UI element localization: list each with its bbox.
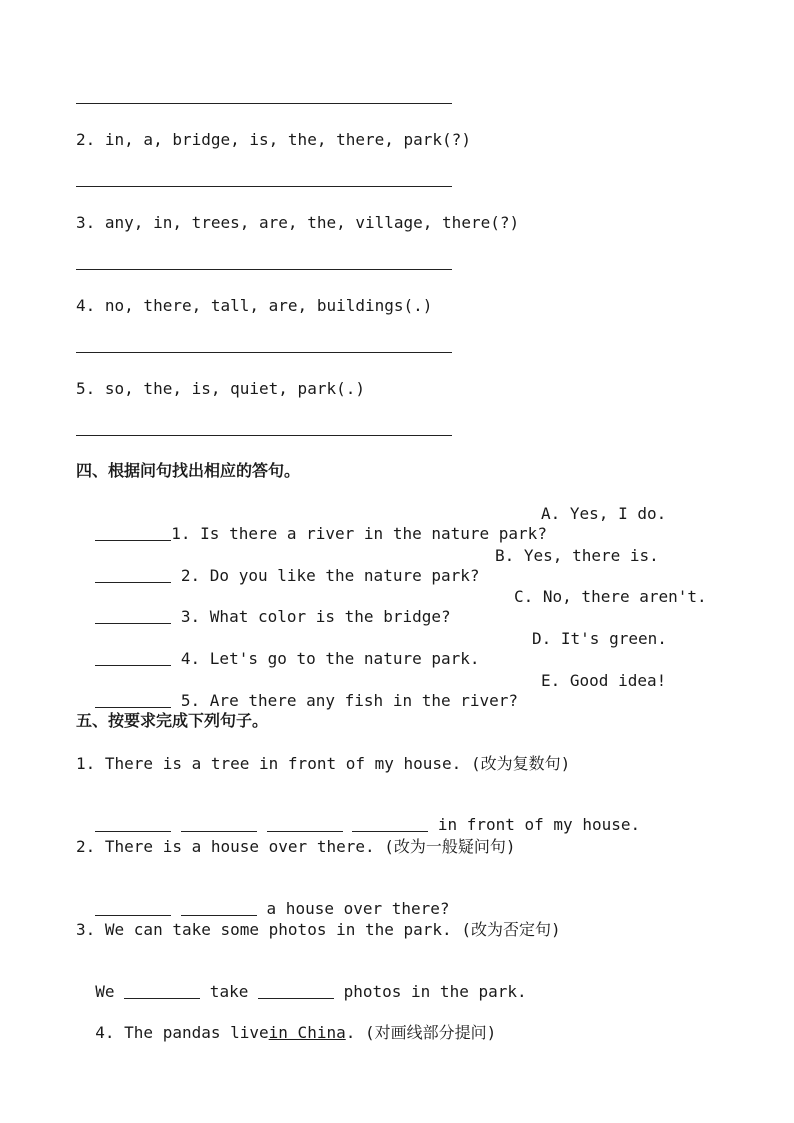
matching-row — [76, 587, 451, 627]
matching-row — [76, 671, 518, 711]
answer-option: E. Good idea! — [541, 671, 667, 690]
question-item — [76, 1003, 496, 1043]
answer-option: D. It's green. — [532, 629, 667, 648]
question-item: 3. We can take some photos in the park. (改为否定句) — [76, 920, 561, 939]
question-text: 1. Is there a river in the nature park? — [171, 524, 547, 543]
answer-blank[interactable] — [352, 815, 428, 832]
answer-option: C. No, there aren't. — [514, 587, 707, 606]
matching-row — [76, 629, 480, 669]
answer-blank[interactable] — [95, 815, 171, 832]
answer-blank[interactable] — [258, 982, 334, 999]
question-item: 3. any, in, trees, are, the, village, there(?) — [76, 213, 520, 232]
question-item: 2. There is a house over there. (改为一般疑问句) — [76, 837, 516, 856]
answer-text: take — [200, 982, 258, 1001]
underlined-phrase: in China — [268, 1023, 346, 1042]
answer-line[interactable] — [76, 103, 452, 104]
answer-row — [76, 879, 450, 919]
matching-row — [76, 546, 480, 586]
answer-text: a house over there? — [256, 899, 450, 918]
answer-text: We — [95, 982, 125, 1001]
answer-row — [76, 962, 527, 1002]
answer-blank[interactable] — [95, 607, 171, 624]
answer-blank[interactable] — [95, 566, 171, 583]
answer-blank[interactable] — [181, 815, 257, 832]
question-text: . (对画线部分提问) — [345, 1023, 497, 1042]
answer-option: A. Yes, I do. — [541, 504, 667, 523]
matching-row — [76, 504, 547, 544]
answer-line[interactable] — [76, 186, 452, 187]
answer-blank[interactable] — [267, 815, 343, 832]
answer-blank[interactable] — [95, 649, 171, 666]
answer-line[interactable] — [76, 435, 452, 436]
question-text: 4. The pandas live — [95, 1023, 269, 1042]
answer-row — [76, 795, 640, 835]
answer-blank[interactable] — [95, 691, 171, 708]
section-heading: 五、按要求完成下列句子。 — [76, 711, 269, 730]
answer-line[interactable] — [76, 352, 452, 353]
answer-line[interactable] — [76, 269, 452, 270]
answer-text: in front of my house. — [428, 815, 641, 834]
question-item: 2. in, a, bridge, is, the, there, park(?) — [76, 130, 471, 149]
question-text: 2. Do you like the nature park? — [171, 566, 480, 585]
answer-blank[interactable] — [95, 899, 171, 916]
question-text: 3. What color is the bridge? — [171, 607, 451, 626]
answer-blank[interactable] — [124, 982, 200, 999]
answer-option: B. Yes, there is. — [495, 546, 659, 565]
question-item: 5. so, the, is, quiet, park(.) — [76, 379, 365, 398]
answer-blank[interactable] — [181, 899, 257, 916]
answer-blank[interactable] — [95, 524, 171, 541]
question-text: 5. Are there any fish in the river? — [171, 691, 519, 710]
question-text: 4. Let's go to the nature park. — [171, 649, 480, 668]
question-item: 4. no, there, tall, are, buildings(.) — [76, 296, 433, 315]
answer-text: photos in the park. — [333, 982, 527, 1001]
section-heading: 四、根据问句找出相应的答句。 — [76, 461, 301, 480]
question-item: 1. There is a tree in front of my house. (改为复数句) — [76, 754, 571, 773]
